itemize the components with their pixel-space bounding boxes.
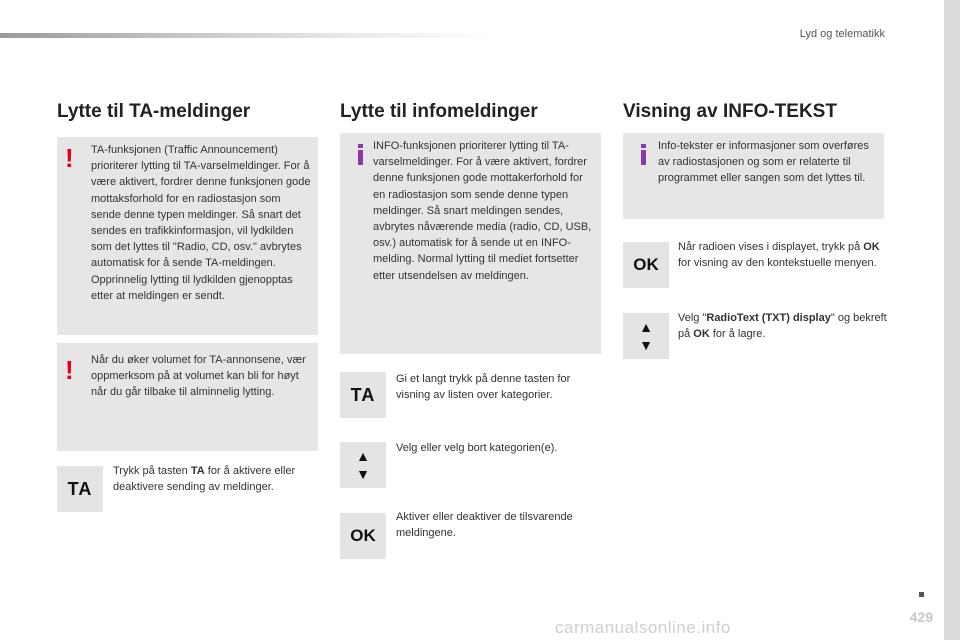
- info-icon: [641, 144, 646, 165]
- up-down-arrows-icon: [623, 313, 669, 359]
- arrow-up-icon: ▲: [639, 319, 653, 335]
- heading-ta-messages: Lytte til TA-meldinger: [57, 101, 251, 122]
- info-text-info-function: INFO-funksjonen prioriterer lytting til TA-varselmeldinger. For å være aktivert, fordrer denne funksjonen gode mottakerforhold for en radiostasjon som sende denne typen meldinger. Så snart meldingen sendes, avbrytes nåværende media (radio, CD, USB, osv.) automatisk for å sende ut en INFO-melding. Normal lytting til mediet fortsetter etter utsendelsen av meldingen.: [373, 140, 592, 282]
- ta-key-icon: TA: [340, 372, 386, 418]
- ta-key-icon: TA: [57, 466, 103, 512]
- warning-box-ta-function: [57, 137, 318, 335]
- section-title: Lyd og telematikk: [799, 28, 885, 40]
- key-label: OK: [863, 241, 880, 253]
- info-text-info-text: Info-tekster er informasjoner som overføres av radiostasjonen og som er relaterte til programmet eller sangen som det lyttes til.: [658, 140, 869, 185]
- watermark: carmanualsonline.info: [555, 618, 731, 637]
- key-label: TA: [190, 465, 205, 477]
- instruction-text: Når radioen vises i displayet, trykk på: [678, 241, 864, 253]
- key-label: OK: [693, 328, 710, 340]
- instruction-text: for å aktivere eller deaktivere sending av meldinger.: [113, 465, 296, 493]
- heading-info-messages: Lytte til infomeldinger: [340, 101, 538, 122]
- info-box-info-text: [623, 133, 884, 219]
- ok-key-icon: OK: [623, 242, 669, 288]
- key-label: RadioText (TXT) display: [706, 312, 831, 324]
- instruction-text: for å lagre.: [709, 328, 766, 340]
- radiotext-instruction: [678, 310, 888, 342]
- instruction-text: for visning av den kontekstuelle menyen.: [678, 257, 877, 269]
- page-edge-strip: [944, 0, 960, 640]
- ta-key-instruction: [113, 463, 318, 495]
- activate-messages-instruction: Aktiver eller deaktiver de tilsvarende meldingene.: [396, 511, 573, 539]
- ta-long-press-instruction: Gi et langt trykk på denne tasten for visning av listen over kategorier.: [396, 373, 571, 401]
- warning-box-volume: [57, 343, 318, 451]
- page-number: 429: [909, 609, 933, 625]
- arrow-up-icon: ▲: [356, 448, 370, 464]
- warning-text-volume: Når du øker volumet for TA-annonsene, vær oppmerksom på at volumet kan bli for høyt når du går tilbake til alminnelig lytting.: [91, 354, 306, 399]
- header-gradient-bar: [0, 33, 490, 38]
- heading-info-text: Visning av INFO-TEKST: [623, 101, 837, 122]
- up-down-arrows-icon: [340, 442, 386, 488]
- warning-icon: !: [65, 143, 74, 173]
- info-icon: [358, 144, 363, 165]
- arrow-down-icon: ▼: [639, 337, 653, 353]
- warning-icon: !: [65, 355, 74, 385]
- arrow-down-icon: ▼: [356, 466, 370, 482]
- info-box-info-function: [340, 133, 601, 354]
- instruction-text: Velg ": [678, 312, 707, 324]
- context-menu-instruction: [678, 239, 888, 271]
- ok-key-icon: OK: [340, 513, 386, 559]
- warning-text-ta-function: TA-funksjonen (Traffic Announcement) prioriterer lytting til TA-varselmeldinger. For å være aktivert, fordrer denne funksjonen gode mottaksforhold for en radiostasjon som sende denne typen meldinger. Så snart det sendes en trafikkinformasjon, vil lydkilden som det lyttes til "Radio, CD, osv." avbrytes automatisk for å sende TA-meldingen. Opprinnelig lytting til lydkilden gjenopptas etter at meldingen er sendt.: [91, 144, 311, 302]
- instruction-text: " og bekreft på: [678, 312, 887, 340]
- select-category-instruction: Velg eller velg bort kategorien(e).: [396, 442, 558, 454]
- instruction-text: Trykk på tasten: [113, 465, 191, 477]
- page-marker: [919, 592, 924, 597]
